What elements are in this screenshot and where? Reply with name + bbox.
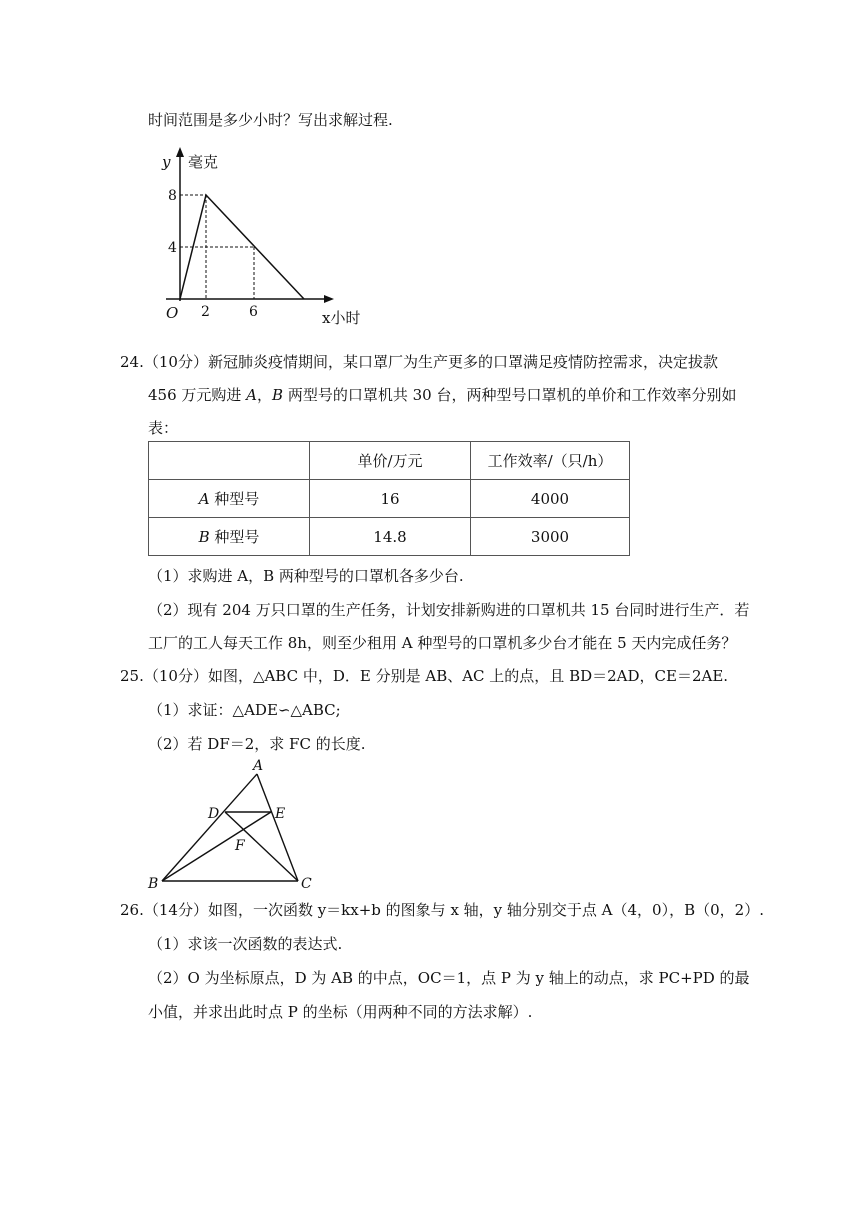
table-cell-price: 16 xyxy=(310,480,471,518)
q24-line3: 表： xyxy=(148,419,179,437)
x-tick-6: 6 xyxy=(249,304,258,320)
table-cell-efficiency: 4000 xyxy=(471,480,630,518)
table-header-cell: 工作效率/（只/h） xyxy=(471,442,630,480)
label-F: F xyxy=(235,838,245,854)
q24-sub1: （1）求购进 A，B 两种型号的口罩机各多少台. xyxy=(148,567,464,585)
q24-line2: 456 万元购进 A，B 两型号的口罩机共 30 台，两种型号口罩机的单价和工作效率分别如 xyxy=(148,386,737,404)
q25-sub1: （1）求证：△ADE∽△ABC; xyxy=(148,701,341,719)
y-axis-label: y xyxy=(162,153,171,171)
table-row xyxy=(149,480,630,518)
table-row xyxy=(149,518,630,556)
label-D: D xyxy=(208,806,220,822)
origin-label: O xyxy=(166,304,179,322)
q24-line1: 24.（10分）新冠肺炎疫情期间，某口罩厂为生产更多的口罩满足疫情防控需求，决定拔款 xyxy=(120,353,718,371)
y-axis-arrow-icon xyxy=(176,147,184,157)
x-tick-2: 2 xyxy=(201,304,210,320)
triangle-figure xyxy=(140,760,330,895)
q25-line1: 25.（10分）如图，△ABC 中，D．E 分别是 AB、AC 上的点，且 BD＝2AD，CE＝2AE. xyxy=(120,667,729,685)
q24-sub2-line2: 工厂的工人每天工作 8h，则至少租用 A 种型号的口罩机多少台才能在 5 天内完成任务？ xyxy=(148,634,737,652)
label-E: E xyxy=(275,806,286,822)
segment-BE xyxy=(162,812,271,881)
q26-sub1: （1）求该一次函数的表达式. xyxy=(148,935,343,953)
label-B: B xyxy=(148,876,159,892)
concentration-graph xyxy=(140,145,380,335)
table-cell-model: A 种型号 xyxy=(149,480,310,518)
q26-line1: 26.（14分）如图，一次函数 y＝kx+b 的图象与 x 轴，y 轴分别交于点 A（4，0），B（0，2）. xyxy=(120,901,764,919)
x-axis-arrow-icon xyxy=(324,295,334,303)
q25-sub2: （2）若 DF＝2，求 FC 的长度. xyxy=(148,735,366,753)
x-axis-label: x小时 xyxy=(322,309,361,327)
table-header-cell xyxy=(149,442,310,480)
segment-AC xyxy=(257,774,298,881)
q26-sub2-line1: （2）O 为坐标原点，D 为 AB 的中点，OC＝1，点 P 为 y 轴上的动点，求 PC+PD 的最 xyxy=(148,969,750,987)
y-tick-8: 8 xyxy=(168,188,177,204)
table-cell-efficiency: 3000 xyxy=(471,518,630,556)
machine-spec-table xyxy=(148,441,630,556)
label-A: A xyxy=(253,758,264,774)
table-cell-model: B 种型号 xyxy=(149,518,310,556)
q24-sub2-line1: （2）现有 204 万只口罩的生产任务，计划安排新购进的口罩机共 15 台同时进行生产．若 xyxy=(148,601,750,619)
table-cell-price: 14.8 xyxy=(310,518,471,556)
label-C: C xyxy=(301,876,312,892)
table-header-cell: 单价/万元 xyxy=(310,442,471,480)
intro-text: 时间范围是多少小时？写出求解过程. xyxy=(148,111,393,129)
q26-sub2-line2: 小值，并求出此时点 P 的坐标（用两种不同的方法求解）. xyxy=(148,1003,533,1021)
y-unit-label: 毫克 xyxy=(188,153,219,171)
segment-AB xyxy=(162,774,257,881)
y-tick-4: 4 xyxy=(168,240,177,256)
table-header-row xyxy=(149,442,630,480)
